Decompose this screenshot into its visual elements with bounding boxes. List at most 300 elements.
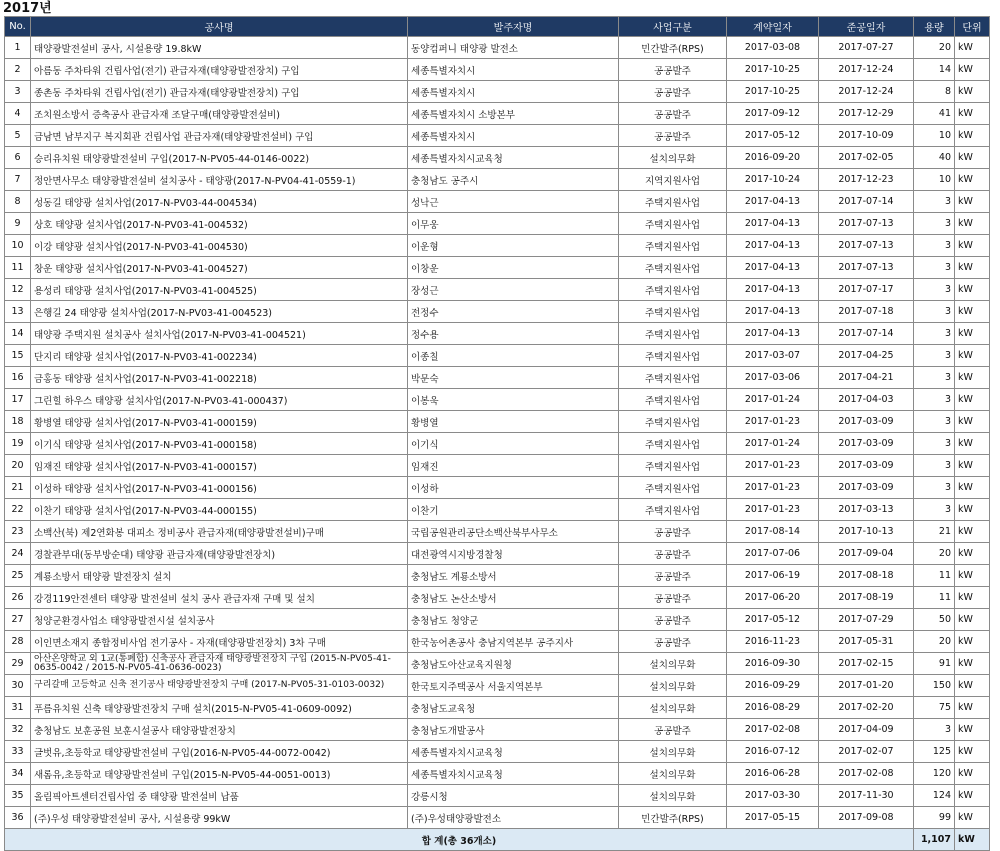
client-name: 대전광역시지방경찰청 <box>408 543 619 565</box>
unit: kW <box>955 719 990 741</box>
completion-date: 2017-12-29 <box>819 103 914 125</box>
completion-date: 2017-08-18 <box>819 565 914 587</box>
business-type: 주택지원사업 <box>619 323 727 345</box>
unit: kW <box>955 565 990 587</box>
completion-date: 2017-04-25 <box>819 345 914 367</box>
client-name: 충청남도개발공사 <box>408 719 619 741</box>
table-row <box>5 653 990 675</box>
business-type: 민간발주(RPS) <box>619 807 727 829</box>
header-unit: 단위 <box>955 17 990 37</box>
capacity: 3 <box>914 719 955 741</box>
completion-date: 2017-04-21 <box>819 367 914 389</box>
capacity: 3 <box>914 257 955 279</box>
business-type: 공공발주 <box>619 81 727 103</box>
client-name: 국립공원관리공단소백산북부사무소 <box>408 521 619 543</box>
unit: kW <box>955 125 990 147</box>
capacity: 50 <box>914 609 955 631</box>
table-row <box>5 521 990 543</box>
contract-date: 2017-05-12 <box>727 125 819 147</box>
unit: kW <box>955 37 990 59</box>
completion-date: 2017-07-13 <box>819 235 914 257</box>
table-row <box>5 81 990 103</box>
completion-date: 2017-07-13 <box>819 213 914 235</box>
project-name: 글벗유,초등학교 태양광발전설비 구입(2016-N-PV05-44-0072-0042) <box>31 741 408 763</box>
project-name: 올림픽아트센터건립사업 중 태양광 발전설비 납품 <box>31 785 408 807</box>
client-name: 충청남도 계룡소방서 <box>408 565 619 587</box>
project-name: 태양광 주택지원 설치공사 설치사업(2017-N-PV03-41-004521) <box>31 323 408 345</box>
business-type: 설치의무화 <box>619 741 727 763</box>
capacity: 124 <box>914 785 955 807</box>
capacity: 3 <box>914 411 955 433</box>
project-name: 용성리 태양광 설치사업(2017-N-PV03-41-004525) <box>31 279 408 301</box>
client-name: 전정수 <box>408 301 619 323</box>
completion-date: 2017-04-03 <box>819 389 914 411</box>
row-number: 27 <box>5 609 31 631</box>
table-row <box>5 675 990 697</box>
table-row <box>5 147 990 169</box>
header-capacity: 용량 <box>914 17 955 37</box>
client-name: (주)우성태양광발전소 <box>408 807 619 829</box>
completion-date: 2017-07-17 <box>819 279 914 301</box>
table-row <box>5 741 990 763</box>
project-name: 창운 태양광 설치사업(2017-N-PV03-41-004527) <box>31 257 408 279</box>
client-name: 박문숙 <box>408 367 619 389</box>
header-business-type: 사업구분 <box>619 17 727 37</box>
row-number: 23 <box>5 521 31 543</box>
unit: kW <box>955 587 990 609</box>
client-name: 충청남도 공주시 <box>408 169 619 191</box>
row-number: 13 <box>5 301 31 323</box>
business-type: 설치의무화 <box>619 675 727 697</box>
completion-date: 2017-09-04 <box>819 543 914 565</box>
row-number: 4 <box>5 103 31 125</box>
completion-date: 2017-10-13 <box>819 521 914 543</box>
unit: kW <box>955 785 990 807</box>
contract-date: 2017-04-13 <box>727 213 819 235</box>
capacity: 99 <box>914 807 955 829</box>
completion-date: 2017-03-09 <box>819 455 914 477</box>
business-type: 민간발주(RPS) <box>619 37 727 59</box>
contract-date: 2016-09-20 <box>727 147 819 169</box>
table-row <box>5 169 990 191</box>
completion-date: 2017-02-15 <box>819 653 914 675</box>
contract-date: 2017-04-13 <box>727 191 819 213</box>
project-name: 이기식 태양광 설치사업(2017-N-PV03-41-000158) <box>31 433 408 455</box>
project-name: 경찰관부대(동부방순대) 태양광 관급자재(태양광발전장치) <box>31 543 408 565</box>
row-number: 28 <box>5 631 31 653</box>
completion-date: 2017-07-13 <box>819 257 914 279</box>
table-row <box>5 433 990 455</box>
unit: kW <box>955 521 990 543</box>
total-capacity: 1,107 <box>914 829 955 851</box>
unit: kW <box>955 631 990 653</box>
business-type: 공공발주 <box>619 565 727 587</box>
client-name: 황병열 <box>408 411 619 433</box>
table-row <box>5 499 990 521</box>
unit: kW <box>955 543 990 565</box>
unit: kW <box>955 433 990 455</box>
project-name: 강경119안전센터 태양광 발전설비 설치 공사 관급자재 구매 및 설치 <box>31 587 408 609</box>
row-number: 9 <box>5 213 31 235</box>
capacity: 41 <box>914 103 955 125</box>
table-row <box>5 235 990 257</box>
completion-date: 2017-07-14 <box>819 191 914 213</box>
contract-date: 2017-01-23 <box>727 477 819 499</box>
unit: kW <box>955 367 990 389</box>
table-row <box>5 37 990 59</box>
project-name: 단지리 태양광 설치사업(2017-N-PV03-41-002234) <box>31 345 408 367</box>
business-type: 주택지원사업 <box>619 191 727 213</box>
project-name: 성동길 태양광 설치사업(2017-N-PV03-44-004534) <box>31 191 408 213</box>
client-name: 정수용 <box>408 323 619 345</box>
contract-date: 2017-01-24 <box>727 433 819 455</box>
table-row <box>5 697 990 719</box>
contract-date: 2017-01-23 <box>727 411 819 433</box>
unit: kW <box>955 147 990 169</box>
project-name: 승리유치원 태양광발전설비 구입(2017-N-PV05-44-0146-0022) <box>31 147 408 169</box>
contract-date: 2017-07-06 <box>727 543 819 565</box>
row-number: 3 <box>5 81 31 103</box>
business-type: 설치의무화 <box>619 785 727 807</box>
unit: kW <box>955 653 990 675</box>
unit: kW <box>955 169 990 191</box>
table-row <box>5 389 990 411</box>
contract-date: 2017-03-07 <box>727 345 819 367</box>
row-number: 20 <box>5 455 31 477</box>
table-row <box>5 807 990 829</box>
row-number: 5 <box>5 125 31 147</box>
business-type: 주택지원사업 <box>619 257 727 279</box>
capacity: 20 <box>914 631 955 653</box>
project-name: 이인면소재지 종합정비사업 전기공사 - 자재(태양광발전장치) 3차 구매 <box>31 631 408 653</box>
project-name: 충청남도 보훈공원 보훈시설공사 태양광발전장치 <box>31 719 408 741</box>
row-number: 8 <box>5 191 31 213</box>
table-row <box>5 631 990 653</box>
total-unit: kW <box>955 829 990 851</box>
project-name: 아산온양학교 외 1교(통폐합) 신축공사 관급자재 태양광발전장치 구입 (2015-N-PV05-41-0635-0042 / 2015-N-PV05-41-0636-0023) <box>31 653 408 675</box>
capacity: 91 <box>914 653 955 675</box>
year-title: 2017년 <box>3 1 52 16</box>
contract-date: 2017-03-08 <box>727 37 819 59</box>
contract-date: 2017-02-08 <box>727 719 819 741</box>
row-number: 25 <box>5 565 31 587</box>
business-type: 공공발주 <box>619 631 727 653</box>
row-number: 19 <box>5 433 31 455</box>
project-name: 푸름유치원 신축 태양광발전장치 구매 설치(2015-N-PV05-41-0609-0092) <box>31 697 408 719</box>
contract-date: 2017-09-12 <box>727 103 819 125</box>
unit: kW <box>955 499 990 521</box>
table-header-row <box>5 17 990 37</box>
unit: kW <box>955 389 990 411</box>
contract-date: 2017-01-23 <box>727 455 819 477</box>
table-row <box>5 543 990 565</box>
unit: kW <box>955 675 990 697</box>
completion-date: 2017-02-20 <box>819 697 914 719</box>
capacity: 8 <box>914 81 955 103</box>
contract-date: 2016-09-30 <box>727 653 819 675</box>
client-name: 이창운 <box>408 257 619 279</box>
table-row <box>5 59 990 81</box>
business-type: 주택지원사업 <box>619 411 727 433</box>
business-type: 설치의무화 <box>619 147 727 169</box>
project-name: 그린힐 하우스 태양광 설치사업(2017-N-PV03-41-000437) <box>31 389 408 411</box>
client-name: 성낙근 <box>408 191 619 213</box>
project-name: 황병열 태양광 설치사업(2017-N-PV03-41-000159) <box>31 411 408 433</box>
contract-date: 2017-08-14 <box>727 521 819 543</box>
contract-date: 2017-05-12 <box>727 609 819 631</box>
project-name: 이성하 태양광 설치사업(2017-N-PV03-41-000156) <box>31 477 408 499</box>
business-type: 지역지원사업 <box>619 169 727 191</box>
table-row <box>5 257 990 279</box>
row-number: 30 <box>5 675 31 697</box>
client-name: 강릉시청 <box>408 785 619 807</box>
contract-date: 2017-06-20 <box>727 587 819 609</box>
row-number: 14 <box>5 323 31 345</box>
project-name: 새롬유,초등학교 태양광발전설비 구입(2015-N-PV05-44-0051-0013) <box>31 763 408 785</box>
business-type: 주택지원사업 <box>619 279 727 301</box>
row-number: 11 <box>5 257 31 279</box>
capacity: 3 <box>914 301 955 323</box>
capacity: 120 <box>914 763 955 785</box>
unit: kW <box>955 81 990 103</box>
project-table <box>4 16 990 851</box>
row-number: 21 <box>5 477 31 499</box>
table-row <box>5 213 990 235</box>
client-name: 장성근 <box>408 279 619 301</box>
row-number: 29 <box>5 653 31 675</box>
client-name: 세종특별자치시 <box>408 59 619 81</box>
capacity: 3 <box>914 323 955 345</box>
completion-date: 2017-03-09 <box>819 411 914 433</box>
unit: kW <box>955 477 990 499</box>
capacity: 125 <box>914 741 955 763</box>
capacity: 40 <box>914 147 955 169</box>
business-type: 설치의무화 <box>619 653 727 675</box>
capacity: 3 <box>914 213 955 235</box>
table-row <box>5 279 990 301</box>
contract-date: 2017-06-19 <box>727 565 819 587</box>
client-name: 충청남도아산교육지원청 <box>408 653 619 675</box>
contract-date: 2016-09-29 <box>727 675 819 697</box>
row-number: 16 <box>5 367 31 389</box>
completion-date: 2017-02-08 <box>819 763 914 785</box>
row-number: 32 <box>5 719 31 741</box>
unit: kW <box>955 763 990 785</box>
business-type: 공공발주 <box>619 521 727 543</box>
unit: kW <box>955 411 990 433</box>
capacity: 3 <box>914 499 955 521</box>
project-name: 청양군환경사업소 태양광발전시설 설치공사 <box>31 609 408 631</box>
project-name: 이강 태양광 설치사업(2017-N-PV03-41-004530) <box>31 235 408 257</box>
contract-date: 2016-11-23 <box>727 631 819 653</box>
completion-date: 2017-03-09 <box>819 477 914 499</box>
header-contract-date: 계약일자 <box>727 17 819 37</box>
project-name: 정안면사무소 태양광발전설비 설치공사 - 태양광(2017-N-PV04-41-0559-1) <box>31 169 408 191</box>
row-number: 10 <box>5 235 31 257</box>
row-number: 26 <box>5 587 31 609</box>
capacity: 14 <box>914 59 955 81</box>
row-number: 15 <box>5 345 31 367</box>
client-name: 충청남도 논산소방서 <box>408 587 619 609</box>
client-name: 세종특별자치시 <box>408 125 619 147</box>
business-type: 주택지원사업 <box>619 235 727 257</box>
business-type: 공공발주 <box>619 59 727 81</box>
project-name: 구리갈매 고등학교 신축 전기공사 태양광발전장치 구매 (2017-N-PV05-31-0103-0032) <box>31 675 408 697</box>
business-type: 주택지원사업 <box>619 301 727 323</box>
header-client: 발주자명 <box>408 17 619 37</box>
client-name: 세종특별자치시 소방본부 <box>408 103 619 125</box>
completion-date: 2017-07-27 <box>819 37 914 59</box>
capacity: 3 <box>914 235 955 257</box>
table-row <box>5 411 990 433</box>
table-row <box>5 609 990 631</box>
completion-date: 2017-07-14 <box>819 323 914 345</box>
capacity: 3 <box>914 477 955 499</box>
capacity: 3 <box>914 367 955 389</box>
table-row <box>5 565 990 587</box>
project-name: 상호 태양광 설치사업(2017-N-PV03-41-004532) <box>31 213 408 235</box>
unit: kW <box>955 301 990 323</box>
row-number: 12 <box>5 279 31 301</box>
business-type: 주택지원사업 <box>619 389 727 411</box>
business-type: 공공발주 <box>619 587 727 609</box>
business-type: 주택지원사업 <box>619 345 727 367</box>
project-name: 태양광발전설비 공사, 시설용량 19.8kW <box>31 37 408 59</box>
contract-date: 2017-04-13 <box>727 323 819 345</box>
business-type: 공공발주 <box>619 609 727 631</box>
unit: kW <box>955 741 990 763</box>
client-name: 한국농어촌공사 충남지역본부 공주지사 <box>408 631 619 653</box>
contract-date: 2017-03-06 <box>727 367 819 389</box>
project-name: (주)우성 태양광발전설비 공사, 시설용량 99kW <box>31 807 408 829</box>
client-name: 임재진 <box>408 455 619 477</box>
contract-date: 2017-04-13 <box>727 279 819 301</box>
client-name: 이봉욱 <box>408 389 619 411</box>
row-number: 31 <box>5 697 31 719</box>
contract-date: 2016-08-29 <box>727 697 819 719</box>
client-name: 이운형 <box>408 235 619 257</box>
table-row <box>5 455 990 477</box>
completion-date: 2017-02-05 <box>819 147 914 169</box>
unit: kW <box>955 323 990 345</box>
contract-date: 2016-06-28 <box>727 763 819 785</box>
business-type: 주택지원사업 <box>619 367 727 389</box>
contract-date: 2017-10-24 <box>727 169 819 191</box>
business-type: 설치의무화 <box>619 763 727 785</box>
project-name: 아름동 주차타워 건립사업(전기) 관급자재(태양광발전장치) 구입 <box>31 59 408 81</box>
row-number: 22 <box>5 499 31 521</box>
project-name: 종촌동 주차타워 건립사업(전기) 관급자재(태양광발전장치) 구입 <box>31 81 408 103</box>
table-row <box>5 345 990 367</box>
row-number: 6 <box>5 147 31 169</box>
table-row <box>5 719 990 741</box>
table-row <box>5 367 990 389</box>
header-project-name: 공사명 <box>31 17 408 37</box>
unit: kW <box>955 235 990 257</box>
completion-date: 2017-12-23 <box>819 169 914 191</box>
project-name: 조치원소방서 증축공사 관급자재 조달구매(태양광발전설비) <box>31 103 408 125</box>
unit: kW <box>955 345 990 367</box>
table-row <box>5 301 990 323</box>
business-type: 공공발주 <box>619 543 727 565</box>
completion-date: 2017-12-24 <box>819 81 914 103</box>
business-type: 공공발주 <box>619 125 727 147</box>
client-name: 이찬기 <box>408 499 619 521</box>
table-row <box>5 125 990 147</box>
capacity: 3 <box>914 345 955 367</box>
contract-date: 2017-05-15 <box>727 807 819 829</box>
row-number: 24 <box>5 543 31 565</box>
contract-date: 2017-01-24 <box>727 389 819 411</box>
contract-date: 2017-03-30 <box>727 785 819 807</box>
capacity: 20 <box>914 37 955 59</box>
total-label: 합 계(총 36개소) <box>5 829 914 851</box>
project-name: 임재진 태양광 설치사업(2017-N-PV03-41-000157) <box>31 455 408 477</box>
unit: kW <box>955 103 990 125</box>
capacity: 150 <box>914 675 955 697</box>
client-name: 세종특별자치시교육청 <box>408 147 619 169</box>
completion-date: 2017-01-20 <box>819 675 914 697</box>
completion-date: 2017-04-09 <box>819 719 914 741</box>
unit: kW <box>955 609 990 631</box>
completion-date: 2017-09-08 <box>819 807 914 829</box>
capacity: 3 <box>914 279 955 301</box>
client-name: 이성하 <box>408 477 619 499</box>
completion-date: 2017-11-30 <box>819 785 914 807</box>
client-name: 동양컴퍼니 태양광 발전소 <box>408 37 619 59</box>
client-name: 충청남도 청양군 <box>408 609 619 631</box>
project-name: 소백산(북) 제2연화봉 대피소 정비공사 관급자재(태양광발전설비)구매 <box>31 521 408 543</box>
table-row <box>5 323 990 345</box>
total-row <box>5 829 990 851</box>
unit: kW <box>955 279 990 301</box>
table-row <box>5 103 990 125</box>
client-name: 한국토지주택공사 서울지역본부 <box>408 675 619 697</box>
project-name: 계룡소방서 태양광 발전장치 설치 <box>31 565 408 587</box>
unit: kW <box>955 191 990 213</box>
row-number: 7 <box>5 169 31 191</box>
contract-date: 2017-04-13 <box>727 301 819 323</box>
table-row <box>5 763 990 785</box>
completion-date: 2017-07-18 <box>819 301 914 323</box>
table-row <box>5 477 990 499</box>
capacity: 10 <box>914 169 955 191</box>
unit: kW <box>955 59 990 81</box>
row-number: 34 <box>5 763 31 785</box>
unit: kW <box>955 807 990 829</box>
capacity: 75 <box>914 697 955 719</box>
row-number: 36 <box>5 807 31 829</box>
client-name: 이기식 <box>408 433 619 455</box>
project-name: 이찬기 태양광 설치사업(2017-N-PV03-44-000155) <box>31 499 408 521</box>
completion-date: 2017-07-29 <box>819 609 914 631</box>
completion-date: 2017-10-09 <box>819 125 914 147</box>
client-name: 이종칠 <box>408 345 619 367</box>
client-name: 충청남도교육청 <box>408 697 619 719</box>
row-number: 1 <box>5 37 31 59</box>
contract-date: 2016-07-12 <box>727 741 819 763</box>
capacity: 3 <box>914 389 955 411</box>
unit: kW <box>955 213 990 235</box>
client-name: 세종특별자치시교육청 <box>408 741 619 763</box>
capacity: 3 <box>914 191 955 213</box>
capacity: 11 <box>914 565 955 587</box>
completion-date: 2017-08-19 <box>819 587 914 609</box>
row-number: 2 <box>5 59 31 81</box>
completion-date: 2017-12-24 <box>819 59 914 81</box>
capacity: 3 <box>914 433 955 455</box>
contract-date: 2017-10-25 <box>727 81 819 103</box>
